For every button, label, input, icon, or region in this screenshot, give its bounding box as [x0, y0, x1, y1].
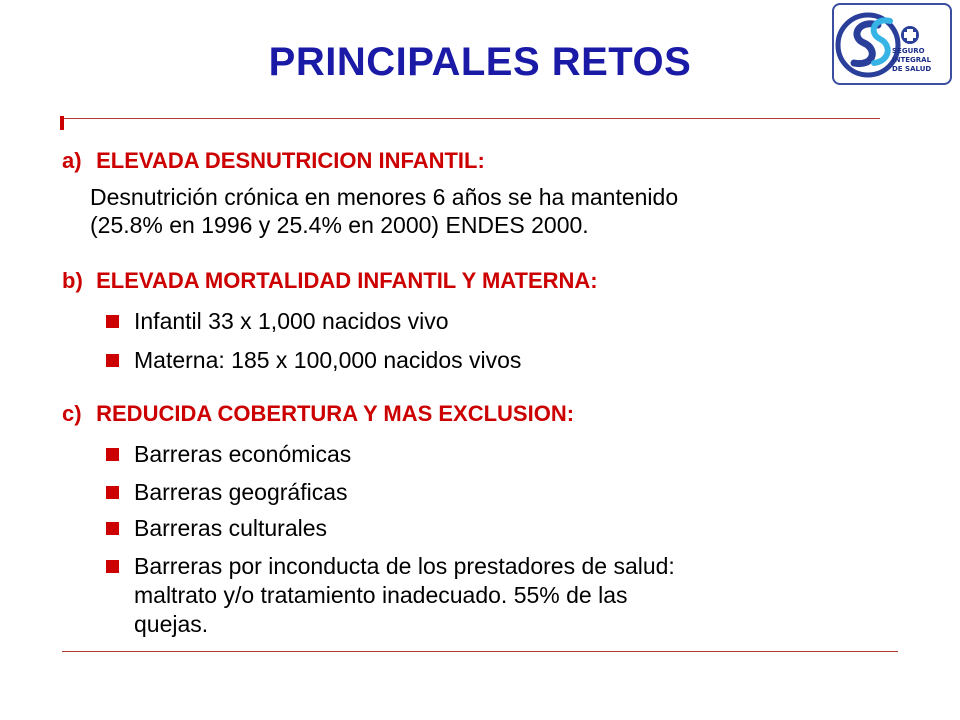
bullet-text: Barreras económicas — [134, 441, 352, 467]
section-a-heading — [62, 148, 485, 174]
bullet-text-line-3: quejas. — [134, 611, 209, 637]
section-b-label: b) — [62, 268, 83, 293]
bullet-text: Infantil 33 x 1,000 nacidos vivo — [134, 308, 449, 334]
bullet-text: Barreras culturales — [134, 515, 328, 541]
bullet-square-icon — [106, 354, 119, 367]
logo-line-2: INTEGRAL — [892, 56, 932, 64]
bullet-text: Materna: 185 x 100,000 nacidos vivos — [134, 347, 522, 373]
bullet-text: Barreras geográficas — [134, 479, 348, 505]
section-a-paragraph-line-2: (25.8% en 1996 y 25.4% en 2000) ENDES 2000. — [90, 212, 589, 238]
section-b-title: ELEVADA MORTALIDAD INFANTIL Y MATERNA: — [96, 268, 598, 293]
bullet-text-line-2: maltrato y/o tratamiento inadecuado. 55% de las — [134, 582, 628, 608]
section-c-heading — [62, 401, 574, 427]
bullet-text-line-1: Barreras por inconducta de los prestadores de salud: — [134, 553, 675, 579]
section-a-label: a) — [62, 148, 82, 173]
slide-title: PRINCIPALES RETOS — [268, 40, 692, 84]
bullet-square-icon — [106, 448, 119, 461]
logo-line-1: SEGURO — [892, 47, 925, 55]
sis-logo-icon — [834, 5, 952, 85]
section-a-paragraph-line-1: Desnutrición crónica en menores 6 años se ha mantenido — [90, 184, 679, 210]
section-c-label: c) — [62, 401, 82, 426]
bullet-square-icon — [106, 315, 119, 328]
bullet-square-icon — [106, 522, 119, 535]
section-b-heading — [62, 268, 598, 294]
top-divider — [62, 118, 880, 119]
logo-line-3: DE SALUD — [892, 65, 932, 73]
section-c-title: REDUCIDA COBERTURA Y MAS EXCLUSION: — [96, 401, 575, 426]
bottom-divider — [62, 651, 898, 652]
bullet-square-icon — [106, 560, 119, 573]
bullet-square-icon — [106, 486, 119, 499]
divider-marker — [60, 116, 64, 130]
section-a-title: ELEVADA DESNUTRICION INFANTIL: — [96, 148, 485, 173]
sis-logo — [832, 3, 952, 85]
